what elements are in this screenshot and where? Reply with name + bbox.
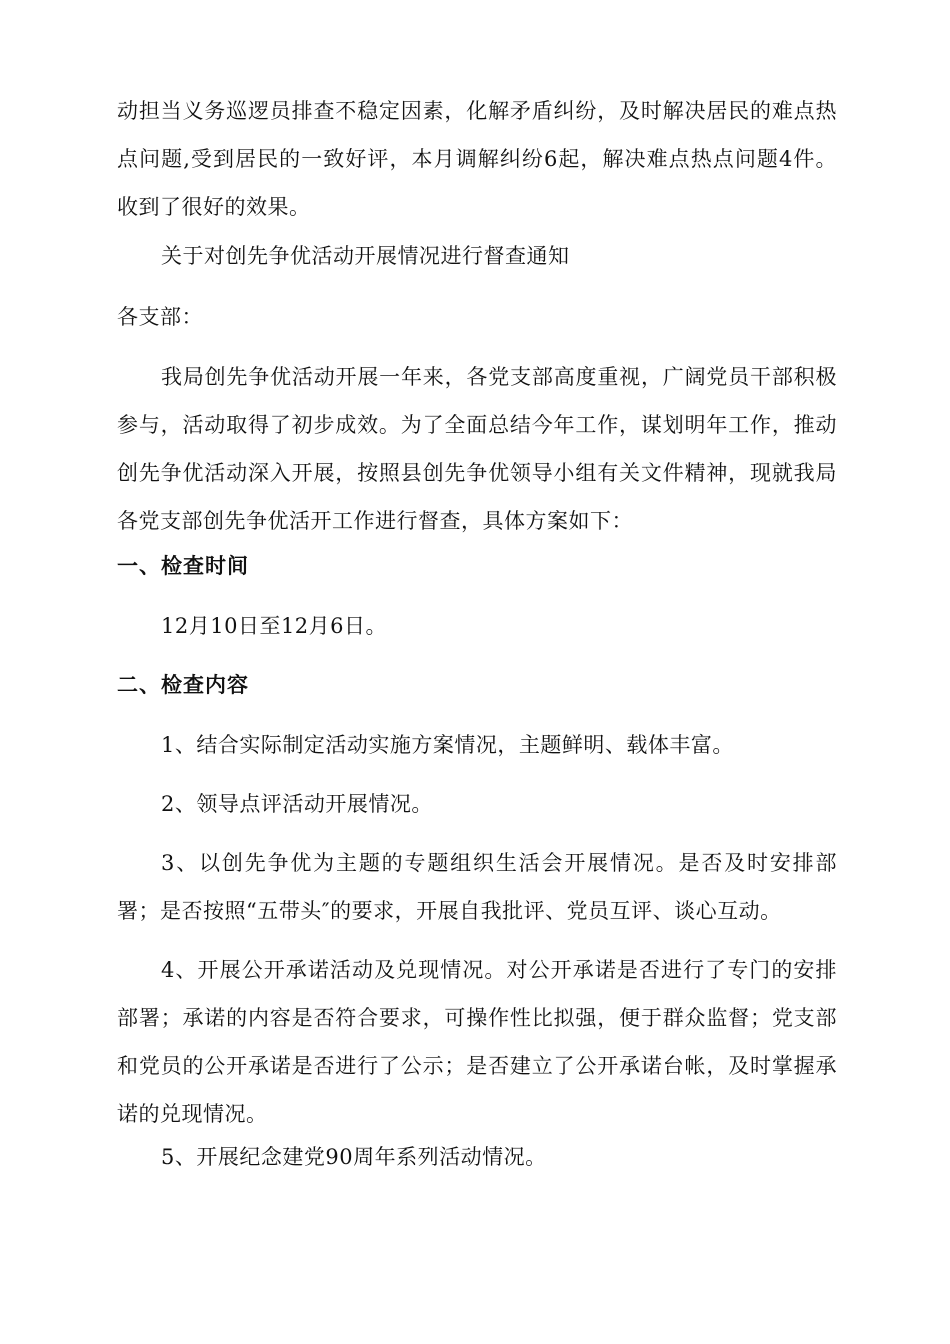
list-item: 1、结合实际制定活动实施方案情况，主题鲜明、载体丰富。 xyxy=(161,733,734,757)
notice-title: 关于对创先争优活动开展情况进行督查通知 xyxy=(161,244,570,268)
salutation: 各支部： xyxy=(117,305,203,329)
list-item: 4、开展公开承诺活动及兑现情况。对公开承诺是否进行了专门的安排部署；承诺的内容是否符合要求，可操作性比拟强，便于群众监督；党支部和党员的公开承诺是否进行了公示；是否建立了公开承诺台帐，及时掌握承诺的兑现情况。 xyxy=(117,958,837,1126)
intro-paragraph: 我局创先争优活动开展一年来，各党支部高度重视，广阔党员干部积极参与，活动取得了初步成效。为了全面总结今年工作，谋划明年工作，推动创先争优活动深入开展，按照县创先争优领导小组有关文件精神，现就我局各党支部创先争优活开工作进行督查，具体方案如下： xyxy=(117,365,837,533)
section-heading-check-content: 二、检查内容 xyxy=(117,673,249,697)
list-item: 2、领导点评活动开展情况。 xyxy=(161,792,433,816)
list-item: 5、开展纪念建党90周年系列活动情况。 xyxy=(161,1145,547,1169)
continuation-paragraph: 动担当义务巡逻员排查不稳定因素，化解矛盾纠纷，及时解决居民的难点热点问题,受到居民的一致好评，本月调解纠纷6起，解决难点热点问题4件。收到了很好的效果。 xyxy=(117,99,837,219)
section-heading-check-time: 一、检查时间 xyxy=(117,554,249,578)
check-time-text: 12月10日至12月6日。 xyxy=(161,614,388,638)
list-item: 3、以创先争优为主题的专题组织生活会开展情况。是否及时安排部署；是否按照“五带头″的要求，开展自我批评、党员互评、谈心互动。 xyxy=(117,851,837,923)
